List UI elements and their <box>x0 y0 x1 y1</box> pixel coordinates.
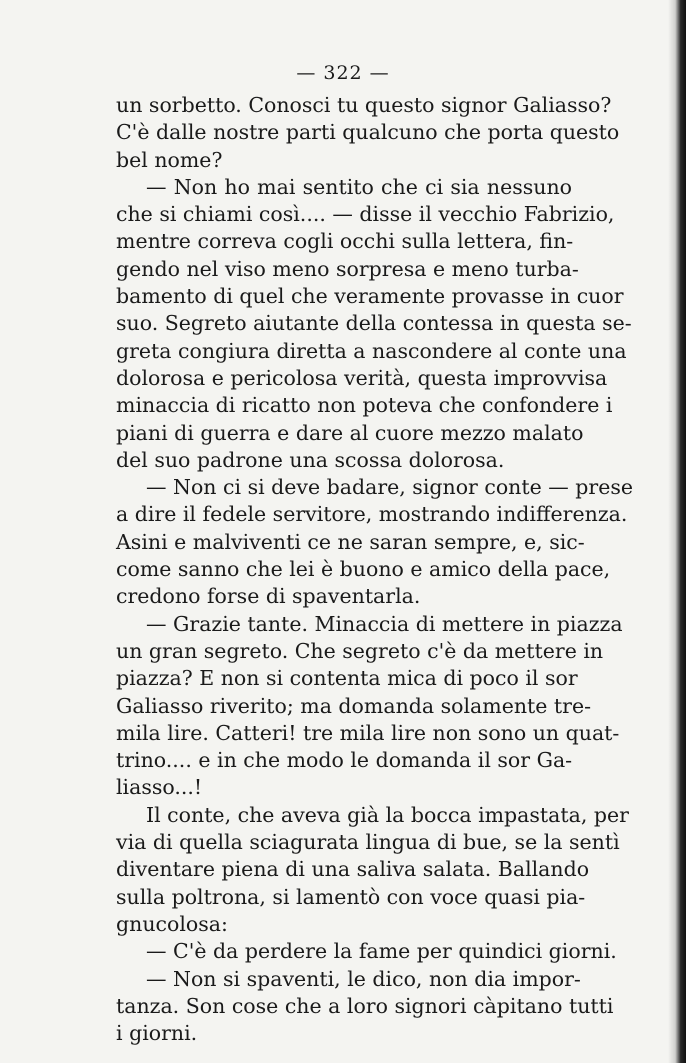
text-line: — C'è da perdere la fame per quindici giorni. <box>146 939 617 964</box>
text-line: i giorni. <box>116 1021 198 1046</box>
text-line: un sorbetto. Conosci tu questo signor Galiasso? <box>116 93 612 117</box>
text-line: trino.... e in che modo le domanda il sor Ga- <box>116 748 573 773</box>
text-line: bamento di quel che veramente provasse in cuor <box>116 284 624 309</box>
text-line: mentre correva cogli occhi sulla lettera, fin- <box>116 229 574 254</box>
text-line: minaccia di ricatto non poteva che confondere i <box>116 393 613 418</box>
text-line: — Non si spaventi, le dico, non dia impor- <box>146 966 581 991</box>
text-line: come sanno che lei è buono e amico della pace, <box>116 557 611 582</box>
text-line: diventare piena di una saliva salata. Ballando <box>116 857 590 882</box>
text-line: piazza? E non si contenta mica di poco il sor <box>116 666 578 691</box>
body-text <box>116 92 633 1047</box>
text-line: — Non ho mai sentito che ci sia nessuno <box>146 174 572 199</box>
text-line: suo. Segreto aiutante della contessa in questa se- <box>116 311 632 336</box>
text-line: — Non ci si deve badare, signor conte — prese <box>146 475 633 500</box>
text-line: a dire il fedele servitore, mostrando indifferenza. <box>116 502 628 527</box>
text-line: bel nome? <box>116 147 223 172</box>
text-line: liasso...! <box>116 775 203 800</box>
page-number: — 322 — <box>296 62 390 84</box>
text-line: gendo nel viso meno sorpresa e meno turba- <box>116 256 579 281</box>
text-line: tanza. Son cose che a loro signori càpitano tutti <box>116 993 614 1018</box>
text-line: un gran segreto. Che segreto c'è da mettere in <box>116 638 604 663</box>
text-line: C'è dalle nostre parti qualcuno che porta questo <box>116 120 620 145</box>
text-line: piani di guerra e dare al cuore mezzo malato <box>116 420 584 445</box>
text-line: via di quella sciagurata lingua di bue, se la sentì <box>116 830 620 855</box>
text-line: mila lire. Catteri! tre mila lire non sono un quat- <box>116 720 620 745</box>
text-line: gnucolosa: <box>116 911 228 936</box>
page-edge-shadow <box>668 0 686 1063</box>
text-line: credono forse di spaventarla. <box>116 584 421 609</box>
text-line: dolorosa e pericolosa verità, questa improvvisa <box>116 365 608 390</box>
text-line: Asini e malviventi ce ne saran sempre, e, sic- <box>116 529 585 554</box>
text-line: del suo padrone una scossa dolorosa. <box>116 447 505 472</box>
text-line: Il conte, che aveva già la bocca impastata, per <box>146 802 629 827</box>
text-line: Galiasso riverito; ma domanda solamente tre- <box>116 693 592 718</box>
text-line: greta congiura diretta a nascondere al conte una <box>116 338 627 363</box>
text-line: — Grazie tante. Minaccia di mettere in piazza <box>146 611 623 636</box>
text-line: che si chiami così.... — disse il vecchio Fabrizio, <box>116 202 615 227</box>
text-line: sulla poltrona, si lamentò con voce quasi pia- <box>116 884 586 909</box>
